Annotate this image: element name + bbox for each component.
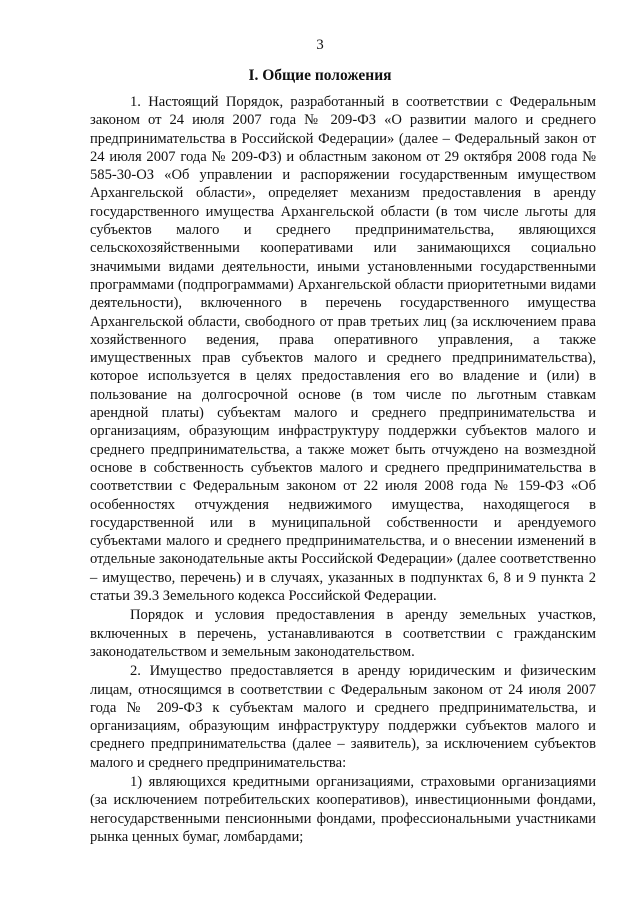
paragraph-4: 1) являющихся кредитными организациями, страховыми организациями (за исключением потребительских кооперативов), инвестиционными фондами, негосударственными пенсионными фондами, профессиональными участниками рынка ценных бумаг, ломбардами;: [90, 773, 596, 845]
page-number: 3: [316, 37, 324, 53]
paragraph-2: Порядок и условия предоставления в аренду земельных участков, включенных в перечень, устанавливаются в соответствии с гражданским законодательством и земельным законодательством.: [90, 607, 596, 660]
section-heading: I. Общие положения: [248, 67, 392, 84]
paragraph-1: 1. Настоящий Порядок, разработанный в соответствии с Федеральным законом от 24 июля 2007 года № 209-ФЗ «О развитии малого и среднего предпринимательства в Российской Федерации» (далее – Федеральный закон от 24 июля 2007 года № 209-ФЗ) и областным законом от 29 октября 2008 года № 585-30-ОЗ «Об управлении и распоряжении государственным имуществом Архангельской области», определяет механизм предоставления в аренду государственного имущества Архангельской области (в том числе льготы для субъектов малого и среднего предпринимательства, являющихся сельскохозяйственными кооперативами или занимающихся социально значимыми видами деятельности, иными установленными государственными программами (подпрограммами) Архангельской области приоритетными видами деятельности), включенного в перечень государственного имущества Архангельской области, свободного от прав третьих лиц (за исключением права хозяйственного ведения, права оперативного управления, а также имущественных прав субъектов малого и среднего предпринимательства), которое используется в целях предоставления его во владение и (или) в пользование на долгосрочной основе (в том числе по льготным ставкам арендной платы) субъектам малого и среднего предпринимательства и организациям, образующим инфраструктуру поддержки субъектов малого и среднего предпринимательства, а также может быть отчуждено на возмездной основе в собственность субъектов малого и среднего предпринимательства в соответствии с Федеральным законом от 22 июля 2008 года № 159-ФЗ «Об особенностях отчуждения недвижимого имущества, находящегося в государственной или в муниципальной собственности и арендуемого субъектами малого и среднего предпринимательства, и о внесении изменений в отдельные законодательные акты Российской Федерации» (далее соответственно – имущество, перечень) и в случаях, указанных в подпунктах 6, 8 и 9 пункта 2 статьи 39.3 Земельного кодекса Российской Федерации.: [90, 94, 596, 605]
document-body: [90, 93, 596, 847]
paragraph-3: 2. Имущество предоставляется в аренду юридическим и физическим лицам, относящимся в соответствии с Федеральным законом от 24 июля 2007 года № 209-ФЗ к субъектам малого и среднего предпринимательства, и организациям, образующим инфраструктуру поддержки субъектов малого и среднего предпринимательства (далее – заявитель), за исключением субъектов малого и среднего предпринимательства:: [90, 663, 596, 771]
